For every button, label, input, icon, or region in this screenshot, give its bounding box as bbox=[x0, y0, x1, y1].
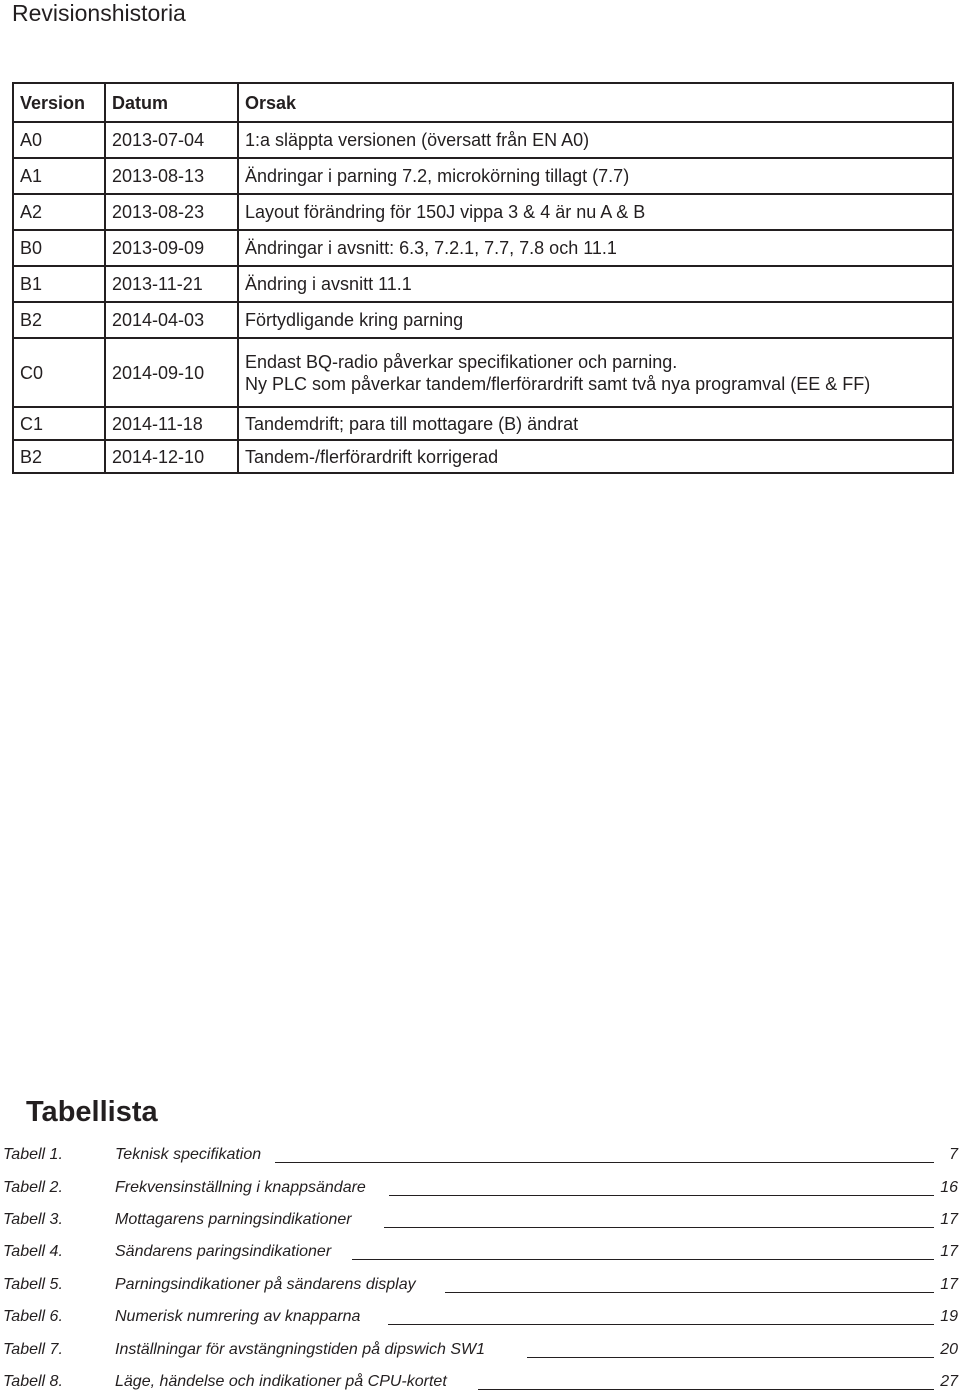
version-cell: B1 bbox=[13, 266, 105, 302]
column-header-date: Datum bbox=[105, 83, 238, 122]
toc-entry-number: Tabell 2. bbox=[3, 1179, 63, 1196]
toc-entry-number: Tabell 3. bbox=[3, 1211, 63, 1228]
toc-entry-title: Numerisk numrering av knapparna bbox=[115, 1308, 361, 1325]
revision-table bbox=[12, 82, 954, 474]
revision-history-heading: Revisionshistoria bbox=[12, 0, 186, 26]
table-row bbox=[13, 266, 953, 302]
reason-cell: Layout förändring för 150J vippa 3 & 4 är nu A & B bbox=[238, 194, 953, 230]
toc-entry-title: Mottagarens parningsindikationer bbox=[115, 1211, 352, 1228]
revision-table-header bbox=[13, 83, 953, 122]
toc-entry-title: Teknisk specifikation bbox=[115, 1146, 262, 1163]
reason-cell: Förtydligande kring parning bbox=[238, 302, 953, 338]
toc-entry[interactable] bbox=[0, 1173, 960, 1203]
table-row bbox=[13, 302, 953, 338]
toc-entry-number: Tabell 4. bbox=[3, 1243, 63, 1260]
reason-cell: Tandemdrift; para till mottagare (B) ändrat bbox=[238, 407, 953, 440]
table-row bbox=[13, 338, 953, 407]
toc-entry-title: Frekvensinställning i knappsändare bbox=[115, 1179, 366, 1196]
toc-entry-number: Tabell 8. bbox=[3, 1373, 63, 1390]
date-cell: 2013-07-04 bbox=[105, 122, 238, 158]
reason-line: Ny PLC som påverkar tandem/flerförardrift samt två nya programval (EE & FF) bbox=[245, 373, 871, 394]
toc-leader-line bbox=[384, 1227, 934, 1228]
toc-entry-title: Läge, händelse och indikationer på CPU-kortet bbox=[115, 1373, 447, 1390]
version-cell: A1 bbox=[13, 158, 105, 194]
reason-cell: Ändring i avsnitt 11.1 bbox=[238, 266, 953, 302]
reason-cell: 1:a släppta versionen (översatt från EN A0) bbox=[238, 122, 953, 158]
toc-entry-number: Tabell 5. bbox=[3, 1276, 63, 1293]
version-cell: A0 bbox=[13, 122, 105, 158]
reason-cell: Ändringar i avsnitt: 6.3, 7.2.1, 7.7, 7.8 och 11.1 bbox=[238, 230, 953, 266]
toc-entry-number: Tabell 1. bbox=[3, 1146, 63, 1163]
toc-entry-page: 7 bbox=[949, 1146, 958, 1163]
date-cell: 2013-08-23 bbox=[105, 194, 238, 230]
toc-entry-page: 19 bbox=[940, 1308, 958, 1325]
version-cell: C1 bbox=[13, 407, 105, 440]
toc-entry-page: 27 bbox=[940, 1373, 958, 1390]
toc-entry-number: Tabell 7. bbox=[3, 1341, 63, 1358]
toc-leader-line bbox=[478, 1389, 934, 1390]
toc-entry[interactable] bbox=[0, 1367, 960, 1397]
toc-entry-title: Inställningar för avstängningstiden på dipswich SW1 bbox=[115, 1341, 485, 1358]
toc-entry-page: 20 bbox=[940, 1341, 958, 1358]
version-cell: B2 bbox=[13, 302, 105, 338]
date-cell: 2013-11-21 bbox=[105, 266, 238, 302]
date-cell: 2014-09-10 bbox=[105, 338, 238, 407]
column-header-reason: Orsak bbox=[238, 83, 953, 122]
reason-cell bbox=[238, 338, 953, 407]
toc-leader-line bbox=[445, 1292, 934, 1293]
date-cell: 2014-04-03 bbox=[105, 302, 238, 338]
table-row bbox=[13, 407, 953, 440]
table-list-heading: Tabellista bbox=[26, 1096, 158, 1128]
toc-entry-page: 17 bbox=[940, 1276, 958, 1293]
column-header-version: Version bbox=[13, 83, 105, 122]
toc-leader-line bbox=[275, 1162, 934, 1163]
toc-leader-line bbox=[527, 1357, 934, 1358]
version-cell: C0 bbox=[13, 338, 105, 407]
toc-entry[interactable] bbox=[0, 1237, 960, 1267]
toc-leader-line bbox=[352, 1259, 934, 1260]
toc-entry[interactable] bbox=[0, 1205, 960, 1235]
date-cell: 2013-09-09 bbox=[105, 230, 238, 266]
toc-entry-page: 16 bbox=[940, 1179, 958, 1196]
toc-entry[interactable] bbox=[0, 1140, 960, 1170]
table-row bbox=[13, 194, 953, 230]
date-cell: 2014-11-18 bbox=[105, 407, 238, 440]
toc-leader-line bbox=[388, 1324, 934, 1325]
version-cell: A2 bbox=[13, 194, 105, 230]
version-cell: B0 bbox=[13, 230, 105, 266]
reason-line: Endast BQ-radio påverkar specifikationer och parning. bbox=[245, 351, 678, 372]
toc-entry[interactable] bbox=[0, 1302, 960, 1332]
table-row bbox=[13, 158, 953, 194]
toc-entry-page: 17 bbox=[940, 1211, 958, 1228]
toc-entry[interactable] bbox=[0, 1335, 960, 1365]
table-row bbox=[13, 122, 953, 158]
reason-cell: Ändringar i parning 7.2, microkörning tillagt (7.7) bbox=[238, 158, 953, 194]
date-cell: 2013-08-13 bbox=[105, 158, 238, 194]
date-cell: 2014-12-10 bbox=[105, 440, 238, 473]
toc-entry-title: Sändarens paringsindikationer bbox=[115, 1243, 332, 1260]
toc-entry[interactable] bbox=[0, 1270, 960, 1300]
toc-entry-title: Parningsindikationer på sändarens display bbox=[115, 1276, 416, 1293]
table-row bbox=[13, 440, 953, 473]
reason-cell: Tandem-/flerförardrift korrigerad bbox=[238, 440, 953, 473]
toc-leader-line bbox=[389, 1195, 934, 1196]
table-row bbox=[13, 230, 953, 266]
toc-entry-page: 17 bbox=[940, 1243, 958, 1260]
version-cell: B2 bbox=[13, 440, 105, 473]
toc-entry-number: Tabell 6. bbox=[3, 1308, 63, 1325]
